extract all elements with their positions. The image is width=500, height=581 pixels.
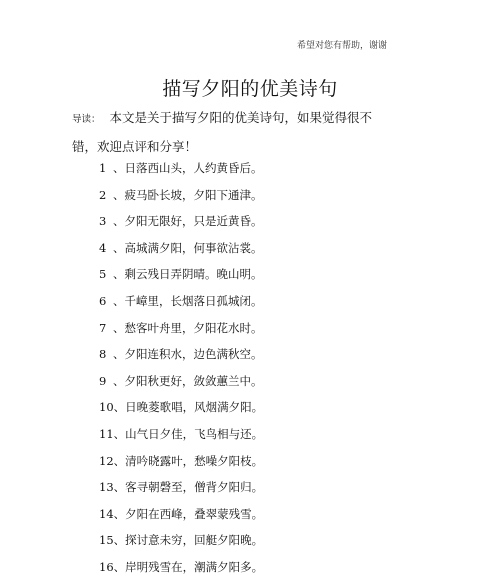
poem-number: 1 (99, 161, 107, 175)
poem-separator: 、 (113, 293, 125, 308)
poem-text: 日落西山头，人约黄昏后。 (124, 161, 263, 175)
poem-number: 14 (99, 506, 114, 521)
poem-line (99, 155, 263, 182)
poem-line (99, 448, 263, 475)
poem-text: 夕阳在西峰，叠翠蒙残雪。 (125, 506, 264, 521)
poem-text: 疲马卧长坡，夕阳下通津。 (124, 187, 263, 202)
poem-separator: 、 (113, 214, 125, 229)
poem-line (99, 501, 263, 528)
poem-separator: 、 (113, 161, 125, 175)
poem-text: 夕阳无限好，只是近黄昏。 (124, 214, 263, 229)
poem-line (99, 421, 263, 448)
poem-separator: 、 (113, 400, 126, 415)
poem-text: 清吟晓露叶，愁噪夕阳枝。 (125, 453, 264, 468)
page-title: 描写夕阳的优美诗句 (162, 78, 338, 100)
poem-separator: 、 (113, 373, 125, 388)
poem-line (99, 208, 263, 235)
poem-line (99, 182, 263, 209)
poem-number: 5 (99, 267, 107, 282)
poem-line (99, 394, 263, 421)
intro-text: 本文是关于描写夕阳的优美诗句，如果觉得很不错，欢迎点评和分享！ (72, 110, 373, 154)
poem-number: 4 (99, 240, 107, 255)
poem-number: 10 (99, 400, 114, 415)
poem-line (99, 288, 263, 315)
poem-number: 2 (99, 187, 107, 202)
poem-line (99, 341, 263, 368)
poem-separator: 、 (113, 533, 126, 548)
poem-number: 16 (99, 559, 114, 574)
poem-text: 夕阳连积水，边色满秋空。 (124, 347, 263, 362)
poem-separator: 、 (113, 480, 126, 495)
poem-line (99, 261, 263, 288)
poem-number: 13 (99, 480, 114, 495)
poem-separator: 、 (113, 559, 126, 574)
poem-line (99, 315, 263, 342)
poem-line (99, 235, 263, 262)
poem-text: 山气日夕佳，飞鸟相与还。 (125, 426, 264, 441)
poem-separator: 、 (113, 506, 126, 521)
poem-line (99, 474, 263, 501)
poem-line (99, 527, 263, 554)
poem-text: 高城满夕阳，何事欲沾裳。 (124, 240, 263, 255)
intro-paragraph (72, 104, 392, 160)
poem-number: 8 (99, 347, 107, 362)
poem-number: 11 (99, 426, 114, 441)
poem-separator: 、 (113, 347, 125, 362)
poem-number: 3 (99, 214, 107, 229)
poem-text: 日晚菱歌唱，风烟满夕阳。 (125, 400, 264, 415)
intro-label: 导读： (72, 114, 101, 125)
poem-number: 9 (99, 373, 107, 388)
poem-separator: 、 (113, 240, 125, 255)
poem-text: 愁客叶舟里，夕阳花水时。 (124, 320, 263, 335)
poem-number: 6 (99, 293, 107, 308)
header-note: 希望对您有帮助，谢谢 (297, 41, 388, 51)
poem-separator: 、 (113, 267, 125, 282)
poem-separator: 、 (113, 453, 126, 468)
poem-number: 12 (99, 453, 114, 468)
poem-text: 客寻朝磬至，僧背夕阳归。 (125, 480, 264, 495)
poem-separator: 、 (113, 320, 125, 335)
poem-separator: 、 (113, 426, 126, 441)
poem-line (99, 368, 263, 395)
poem-separator: 、 (113, 187, 125, 202)
poem-number: 7 (99, 320, 107, 335)
poem-text: 剩云残日弄阴晴。晚山明。 (124, 267, 263, 282)
poem-text: 夕阳秋更好，敛敛蕙兰中。 (124, 373, 263, 388)
poem-list (99, 155, 263, 581)
poem-line (99, 554, 263, 581)
poem-number: 15 (99, 533, 114, 548)
poem-text: 探讨意未穷，回艇夕阳晚。 (125, 533, 264, 548)
poem-text: 岸明残雪在，潮满夕阳多。 (125, 559, 264, 574)
poem-text: 千嶂里，长烟落日孤城闭。 (124, 293, 263, 308)
